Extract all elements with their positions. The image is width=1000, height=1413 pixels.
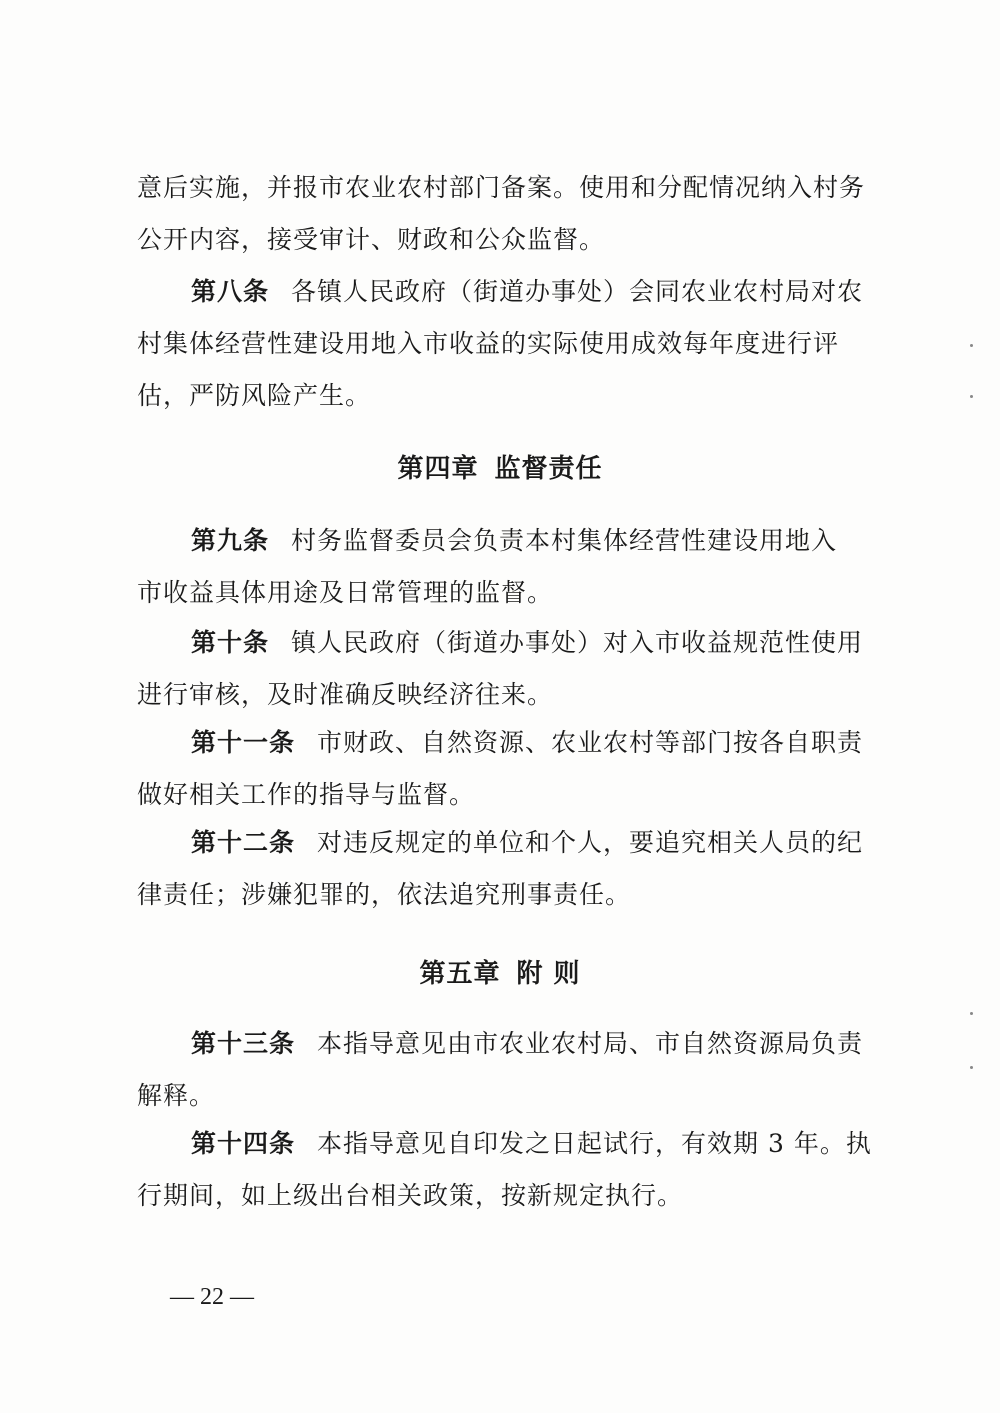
scan-speck (970, 1012, 973, 1015)
scan-speck (970, 395, 973, 398)
article-number: 第十条 (191, 628, 270, 657)
article-10 (137, 617, 877, 721)
article-number: 第十二条 (191, 828, 296, 857)
paragraph-line: 公开内容，接受审计、财政和公众监督。 (137, 225, 606, 254)
article-11 (137, 717, 877, 821)
article-number: 第十一条 (191, 728, 296, 757)
article-text: 律责任；涉嫌犯罪的，依法追究刑事责任。 (137, 880, 632, 909)
chapter-number: 第五章 (419, 959, 501, 989)
article-text: 各镇人民政府（街道办事处）会同农业农村局对农 (291, 277, 864, 306)
article-number: 第十四条 (191, 1129, 296, 1158)
chapter-4-heading (0, 448, 1000, 485)
article-text: 解释。 (137, 1081, 216, 1110)
article-text: 做好相关工作的指导与监督。 (137, 780, 476, 809)
article-number: 第十三条 (191, 1029, 296, 1058)
article-text: 村集体经营性建设用地入市收益的实际使用成效每年度进行评 (137, 329, 840, 358)
article-text: 估，严防风险产生。 (137, 381, 372, 410)
article-text: 对违反规定的单位和个人，要追究相关人员的纪 (317, 828, 864, 857)
article-text: 市收益具体用途及日常管理的监督。 (137, 578, 554, 607)
article-13 (137, 1018, 877, 1122)
chapter-number: 第四章 (397, 454, 479, 484)
article-text: 本指导意见由市农业农村局、市自然资源局负责 (317, 1029, 864, 1058)
article-9 (137, 515, 877, 619)
paragraph-continuation (137, 162, 877, 266)
chapter-title: 监督责任 (494, 454, 603, 484)
scan-speck (970, 344, 973, 347)
article-number: 第八条 (191, 277, 270, 306)
article-text: 村务监督委员会负责本村集体经营性建设用地入 (291, 526, 838, 555)
chapter-5-heading (0, 953, 1000, 990)
page-number: — 22 — (170, 1284, 254, 1310)
article-12 (137, 817, 877, 921)
article-text: 镇人民政府（街道办事处）对入市收益规范性使用 (291, 628, 864, 657)
paragraph-line: 意后实施，并报市农业农村部门备案。使用和分配情况纳入村务 (137, 173, 866, 202)
chapter-title: 附 则 (516, 959, 581, 989)
scan-speck (970, 1066, 973, 1069)
article-8 (137, 266, 877, 422)
article-text: 进行审核，及时准确反映经济往来。 (137, 680, 554, 709)
article-text: 行期间，如上级出台相关政策，按新规定执行。 (137, 1181, 684, 1210)
article-number: 第九条 (191, 526, 270, 555)
article-14 (137, 1118, 877, 1222)
article-text: 市财政、自然资源、农业农村等部门按各自职责 (317, 728, 864, 757)
article-text: 本指导意见自印发之日起试行，有效期 3 年。执 (317, 1129, 872, 1158)
